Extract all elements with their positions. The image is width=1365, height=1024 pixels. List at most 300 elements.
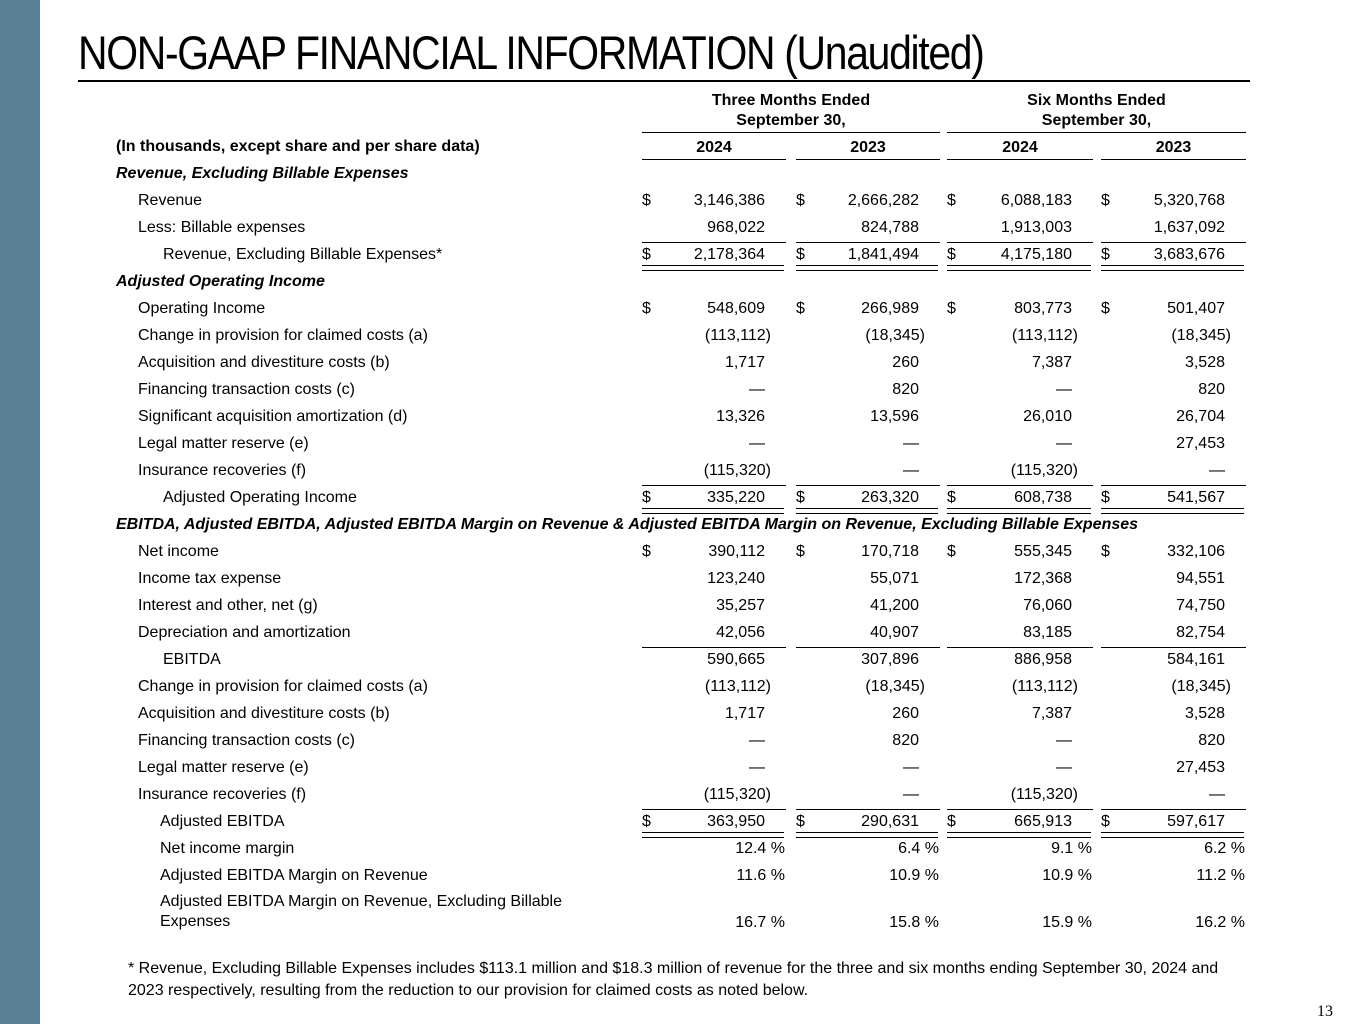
subtotal-rule [796, 809, 940, 810]
dollar-sign: $ [1101, 300, 1110, 317]
section-heading [0, 161, 1365, 188]
row-label: Interest and other, net (g) [138, 597, 318, 614]
cell-value: 10.9 % [1042, 867, 1092, 884]
column-header-rule [947, 159, 1093, 160]
dollar-sign: $ [642, 489, 651, 506]
value-cell [1101, 705, 1246, 725]
row-label: Revenue, Excluding Billable Expenses* [163, 246, 443, 263]
cell-value: 820 [1198, 732, 1225, 749]
value-cell [1101, 786, 1246, 806]
value-cell [796, 732, 940, 752]
cell-value: 3,683,676 [1153, 246, 1225, 263]
cell-value: (18,345) [865, 678, 925, 695]
cell-value: (115,320) [1010, 462, 1078, 479]
cell-value: — [903, 786, 919, 803]
value-cell [1101, 327, 1246, 347]
section-heading-label: Revenue, Excluding Billable Expenses [116, 165, 409, 182]
value-cell [796, 327, 940, 347]
value-cell [642, 624, 786, 644]
cell-value: 1,717 [724, 354, 765, 371]
dollar-sign: $ [796, 300, 805, 317]
column-year-header: 2023 [850, 139, 886, 156]
value-cell [642, 327, 786, 347]
row-label: Change in provision for claimed costs (a) [138, 678, 428, 695]
row-label: Insurance recoveries (f) [138, 786, 307, 803]
cell-value: 27,453 [1176, 435, 1225, 452]
cell-value: 55,071 [870, 570, 919, 587]
cell-value: 7,387 [1031, 705, 1072, 722]
cell-value: 6,088,183 [1000, 192, 1072, 209]
row-label: Insurance recoveries (f) [138, 462, 307, 479]
value-cell [947, 354, 1093, 374]
value-cell [947, 705, 1093, 725]
row-label: Legal matter reserve (e) [138, 435, 309, 452]
subtotal-rule [947, 242, 1093, 243]
value-cell [642, 732, 786, 752]
cell-value: 9.1 % [1051, 840, 1092, 857]
cell-value: 260 [892, 354, 919, 371]
cell-value: 541,567 [1167, 489, 1225, 506]
dollar-sign: $ [642, 192, 651, 209]
table-row [0, 863, 1365, 890]
column-group-header: Six Months Ended September 30, [1027, 92, 1166, 129]
value-cell [642, 543, 786, 563]
row-label: Financing transaction costs (c) [138, 732, 355, 749]
value-cell [796, 489, 940, 509]
dollar-sign: $ [1101, 489, 1110, 506]
cell-value: 597,617 [1167, 813, 1225, 830]
dollar-sign: $ [947, 300, 956, 317]
value-cell [947, 570, 1093, 590]
subtotal-rule [947, 647, 1093, 648]
row-label: Operating Income [138, 300, 266, 317]
cell-value: 4,175,180 [1000, 246, 1072, 263]
value-cell [947, 759, 1093, 779]
table-row [0, 836, 1365, 863]
cell-value: 2,666,282 [847, 192, 919, 209]
cell-value: 390,112 [708, 543, 765, 560]
dollar-sign: $ [796, 813, 805, 830]
value-cell [642, 246, 786, 266]
subtotal-rule [1101, 809, 1246, 810]
table-row [0, 620, 1365, 647]
cell-value: 332,106 [1167, 543, 1225, 560]
cell-value: (113,112) [1011, 327, 1078, 344]
title-underline [78, 80, 1250, 82]
value-cell [947, 678, 1093, 698]
value-cell [947, 624, 1093, 644]
value-cell [642, 597, 786, 617]
cell-value: 665,913 [1014, 813, 1072, 830]
cell-value: 608,738 [1014, 489, 1072, 506]
cell-value: 820 [892, 381, 919, 398]
cell-value: 363,950 [707, 813, 765, 830]
cell-value: 335,220 [707, 489, 765, 506]
subtotal-rule [947, 485, 1093, 486]
value-cell [947, 435, 1093, 455]
row-label: Acquisition and divestiture costs (b) [138, 705, 390, 722]
table-row [0, 377, 1365, 404]
dollar-sign: $ [796, 246, 805, 263]
value-cell [1101, 219, 1246, 239]
cell-value: 7,387 [1031, 354, 1072, 371]
dollar-sign: $ [947, 192, 956, 209]
cell-value: 40,907 [870, 624, 919, 641]
table-row [0, 458, 1365, 485]
dollar-sign: $ [1101, 543, 1110, 560]
table-row [0, 242, 1365, 269]
cell-value: 83,185 [1023, 624, 1072, 641]
cell-value: — [1056, 435, 1072, 452]
cell-value: — [903, 759, 919, 776]
value-cell [796, 867, 940, 887]
dollar-sign: $ [796, 192, 805, 209]
value-cell [796, 597, 940, 617]
cell-value: 968,022 [707, 219, 765, 236]
cell-value: 76,060 [1023, 597, 1072, 614]
value-cell [642, 678, 786, 698]
value-cell [1101, 300, 1246, 320]
value-cell [1101, 246, 1246, 266]
cell-value: 824,788 [861, 219, 919, 236]
column-header-rule [796, 159, 940, 160]
dollar-sign: $ [642, 300, 651, 317]
value-cell [642, 489, 786, 509]
cell-value: (18,345) [865, 327, 925, 344]
cell-value: 172,368 [1014, 570, 1072, 587]
value-cell [1101, 354, 1246, 374]
value-cell [642, 914, 786, 934]
cell-value: 263,320 [861, 489, 919, 506]
value-cell [947, 408, 1093, 428]
page-number: 13 [1317, 1003, 1333, 1020]
subtotal-rule [642, 485, 786, 486]
value-cell [947, 246, 1093, 266]
cell-value: 11.6 % [736, 867, 785, 884]
value-cell [796, 435, 940, 455]
value-cell [796, 651, 940, 671]
cell-value: 307,896 [861, 651, 919, 668]
cell-value: 16.2 % [1195, 914, 1245, 931]
cell-value: 123,240 [707, 570, 765, 587]
table-row [0, 728, 1365, 755]
cell-value: (18,345) [1171, 327, 1231, 344]
dollar-sign: $ [796, 489, 805, 506]
row-label: Revenue [138, 192, 203, 209]
dollar-sign: $ [1101, 813, 1110, 830]
cell-value: 13,596 [870, 408, 919, 425]
value-cell [947, 597, 1093, 617]
subtotal-rule [796, 647, 940, 648]
value-cell [947, 381, 1093, 401]
row-label: Net income [138, 543, 219, 560]
dollar-sign: $ [796, 543, 805, 560]
value-cell [642, 381, 786, 401]
section-heading-label: EBITDA, Adjusted EBITDA, Adjusted EBITDA Margin on Revenue & Adjusted EBITDA Margin on Revenue, Excluding Billable Expenses [116, 516, 1139, 533]
table-row [0, 539, 1365, 566]
dollar-sign: $ [1101, 246, 1110, 263]
cell-value: — [1209, 462, 1225, 479]
value-cell [947, 914, 1093, 934]
cell-value: 590,665 [707, 651, 765, 668]
row-label: Legal matter reserve (e) [138, 759, 309, 776]
cell-value: 15.8 % [889, 914, 939, 931]
cell-value: 11.2 % [1196, 867, 1245, 884]
value-cell [1101, 732, 1246, 752]
value-cell [796, 219, 940, 239]
value-cell [642, 651, 786, 671]
row-label: Acquisition and divestiture costs (b) [138, 354, 390, 371]
dollar-sign: $ [947, 489, 956, 506]
value-cell [1101, 192, 1246, 212]
value-cell [796, 408, 940, 428]
cell-value: 16.7 % [735, 914, 785, 931]
cell-value: — [749, 732, 765, 749]
value-cell [796, 543, 940, 563]
value-cell [796, 462, 940, 482]
cell-value: 803,773 [1014, 300, 1072, 317]
cell-value: (113,112) [704, 327, 771, 344]
cell-value: 26,010 [1023, 408, 1072, 425]
cell-value: (18,345) [1171, 678, 1231, 695]
value-cell [1101, 914, 1246, 934]
value-cell [1101, 570, 1246, 590]
value-cell [947, 327, 1093, 347]
cell-value: 1,913,003 [1000, 219, 1072, 236]
value-cell [642, 786, 786, 806]
cell-value: 13,326 [716, 408, 765, 425]
value-cell [642, 813, 786, 833]
value-cell [1101, 840, 1246, 860]
cell-value: 3,528 [1184, 354, 1225, 371]
cell-value: 3,528 [1184, 705, 1225, 722]
row-label: Adjusted EBITDA Margin on Revenue, Excluding Billable Expenses [160, 893, 562, 930]
value-cell [796, 300, 940, 320]
cell-value: 266,989 [861, 300, 919, 317]
footnote: * Revenue, Excluding Billable Expenses includes $113.1 million and $18.3 million of revenue for the three and six months ending September 30, 2024 and 2023 respectively, resulting from the reduction to our provision for claimed costs as noted below. [128, 960, 1219, 999]
cell-value: 820 [1198, 381, 1225, 398]
value-cell [642, 219, 786, 239]
value-cell [1101, 759, 1246, 779]
value-cell [947, 840, 1093, 860]
table-row [0, 755, 1365, 782]
table-row [0, 188, 1365, 215]
cell-value: 1,841,494 [847, 246, 919, 263]
table-row [0, 809, 1365, 836]
cell-value: 10.9 % [889, 867, 939, 884]
cell-value: 41,200 [870, 597, 919, 614]
value-cell [1101, 597, 1246, 617]
cell-value: (113,112) [704, 678, 771, 695]
value-cell [796, 624, 940, 644]
value-cell [947, 219, 1093, 239]
value-cell [796, 840, 940, 860]
cell-value: 82,754 [1176, 624, 1225, 641]
table-row [0, 701, 1365, 728]
value-cell [947, 300, 1093, 320]
column-header-rule [642, 159, 786, 160]
value-cell [796, 570, 940, 590]
dollar-sign: $ [642, 813, 651, 830]
row-label: Adjusted EBITDA [160, 813, 285, 830]
value-cell [1101, 381, 1246, 401]
subtotal-rule [642, 647, 786, 648]
value-cell [796, 914, 940, 934]
value-cell [796, 381, 940, 401]
cell-value: 5,320,768 [1153, 192, 1225, 209]
row-label: Adjusted Operating Income [163, 489, 357, 506]
subtotal-rule [947, 809, 1093, 810]
cell-value: 886,958 [1014, 651, 1072, 668]
cell-value: — [749, 759, 765, 776]
value-cell [642, 462, 786, 482]
row-label: Adjusted EBITDA Margin on Revenue [160, 867, 428, 884]
value-cell [1101, 867, 1246, 887]
column-header-rule [1101, 159, 1246, 160]
value-cell [796, 354, 940, 374]
subtotal-rule [1101, 485, 1246, 486]
cell-value: (115,320) [703, 462, 771, 479]
cell-value: 290,631 [861, 813, 919, 830]
value-cell [796, 246, 940, 266]
units-label: (In thousands, except share and per share data) [116, 138, 480, 155]
column-group-rule [642, 132, 940, 133]
value-cell [1101, 462, 1246, 482]
value-cell [947, 651, 1093, 671]
cell-value: 26,704 [1176, 408, 1225, 425]
cell-value: 555,345 [1014, 543, 1072, 560]
value-cell [796, 678, 940, 698]
row-label: Financing transaction costs (c) [138, 381, 355, 398]
value-cell [947, 732, 1093, 752]
subtotal-rule [1101, 242, 1246, 243]
dollar-sign: $ [947, 813, 956, 830]
cell-value: — [903, 435, 919, 452]
value-cell [642, 354, 786, 374]
row-label: EBITDA [163, 651, 221, 668]
row-label: Change in provision for claimed costs (a) [138, 327, 428, 344]
value-cell [947, 192, 1093, 212]
cell-value: 501,407 [1167, 300, 1225, 317]
cell-value: 1,717 [724, 705, 765, 722]
value-cell [1101, 651, 1246, 671]
column-group-rule [947, 132, 1246, 133]
section-heading-label: Adjusted Operating Income [116, 273, 325, 290]
table-row [0, 566, 1365, 593]
value-cell [947, 813, 1093, 833]
subtotal-rule [796, 242, 940, 243]
column-year-header: 2023 [1155, 139, 1192, 156]
value-cell [947, 489, 1093, 509]
dollar-sign: $ [947, 543, 956, 560]
value-cell [796, 759, 940, 779]
row-label: Income tax expense [138, 570, 282, 587]
cell-value: — [1056, 732, 1072, 749]
cell-value: — [1209, 786, 1225, 803]
value-cell [642, 840, 786, 860]
value-cell [1101, 813, 1246, 833]
cell-value: 1,637,092 [1153, 219, 1225, 236]
value-cell [1101, 543, 1246, 563]
value-cell [1101, 435, 1246, 455]
cell-value: 6.2 % [1204, 840, 1245, 857]
cell-value: 27,453 [1176, 759, 1225, 776]
table-row [0, 593, 1365, 620]
table-row [0, 296, 1365, 323]
table-row [0, 404, 1365, 431]
dollar-sign: $ [947, 246, 956, 263]
value-cell [796, 813, 940, 833]
value-cell [642, 192, 786, 212]
table-row [0, 485, 1365, 512]
table-row [0, 890, 1365, 936]
subtotal-rule [1101, 647, 1246, 648]
cell-value: 74,750 [1176, 597, 1225, 614]
row-label: Less: Billable expenses [138, 219, 306, 236]
column-year-header: 2024 [1002, 139, 1038, 156]
value-cell [642, 300, 786, 320]
subtotal-rule [642, 809, 786, 810]
value-cell [947, 462, 1093, 482]
cell-value: 260 [892, 705, 919, 722]
section-heading [0, 269, 1365, 296]
cell-value: 35,257 [716, 597, 765, 614]
cell-value: 548,609 [707, 300, 765, 317]
value-cell [642, 435, 786, 455]
value-cell [642, 705, 786, 725]
section-heading [0, 512, 1365, 539]
value-cell [796, 705, 940, 725]
table-row [0, 431, 1365, 458]
cell-value: — [903, 462, 919, 479]
value-cell [1101, 678, 1246, 698]
cell-value: — [1056, 759, 1072, 776]
column-year-header: 2024 [696, 139, 732, 156]
value-cell [947, 867, 1093, 887]
page-title: NON-GAAP FINANCIAL INFORMATION (Unaudited) [78, 26, 984, 79]
column-group-header: Three Months Ended September 30, [711, 92, 871, 129]
cell-value: — [1056, 381, 1072, 398]
cell-value: 2,178,364 [693, 246, 765, 263]
cell-value: — [749, 381, 765, 398]
cell-value: 820 [892, 732, 919, 749]
subtotal-rule [642, 242, 786, 243]
cell-value: 94,551 [1176, 570, 1225, 587]
value-cell [642, 759, 786, 779]
dollar-sign: $ [642, 543, 651, 560]
dollar-sign: $ [642, 246, 651, 263]
value-cell [1101, 624, 1246, 644]
table-row [0, 782, 1365, 809]
value-cell [642, 867, 786, 887]
cell-value: 15.9 % [1042, 914, 1092, 931]
table-row [0, 350, 1365, 377]
table-row [0, 323, 1365, 350]
dollar-sign: $ [1101, 192, 1110, 209]
value-cell [796, 786, 940, 806]
table-row [0, 647, 1365, 674]
row-label: Net income margin [160, 840, 295, 857]
value-cell [642, 570, 786, 590]
row-label: Depreciation and amortization [138, 624, 351, 641]
value-cell [642, 408, 786, 428]
value-cell [947, 543, 1093, 563]
value-cell [1101, 408, 1246, 428]
cell-value: 584,161 [1167, 651, 1225, 668]
value-cell [1101, 489, 1246, 509]
cell-value: 12.4 % [735, 840, 785, 857]
cell-value: — [749, 435, 765, 452]
